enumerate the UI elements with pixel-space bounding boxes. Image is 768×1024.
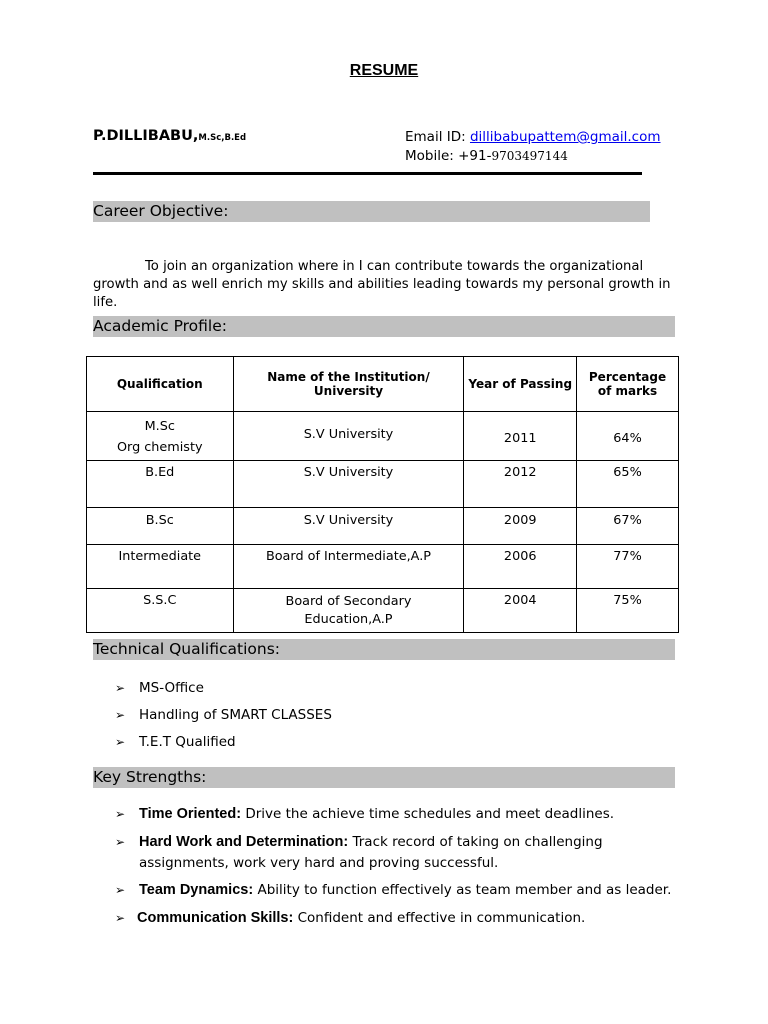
table-row bbox=[87, 461, 679, 508]
table-row bbox=[87, 412, 679, 461]
cell-institution: Board of Secondary Education,A.P bbox=[233, 589, 464, 633]
strength-text: Confident and effective in communication. bbox=[293, 910, 586, 926]
list-item bbox=[115, 734, 236, 750]
cell-year: 2009 bbox=[464, 508, 577, 545]
arrow-bullet-icon: ➢ bbox=[115, 807, 126, 821]
list-item-text: T.E.T Qualified bbox=[139, 734, 236, 750]
table-header-row bbox=[87, 357, 679, 412]
cell-year: 2011 bbox=[464, 412, 577, 461]
section-academic-profile: Academic Profile: bbox=[93, 316, 675, 337]
email-link[interactable]: dillibabupattem@gmail.com bbox=[469, 129, 661, 145]
list-item bbox=[115, 680, 204, 696]
arrow-bullet-icon: ➢ bbox=[115, 883, 126, 897]
arrow-bullet-icon: ➢ bbox=[115, 708, 126, 722]
resume-title: RESUME bbox=[349, 62, 419, 79]
cell-qualification bbox=[87, 412, 234, 461]
table-row bbox=[87, 545, 679, 589]
mobile-number: 9703497144 bbox=[491, 149, 568, 163]
arrow-bullet-icon: ➢ bbox=[115, 681, 126, 695]
candidate-name bbox=[93, 128, 246, 144]
list-item-text: Handling of SMART CLASSES bbox=[139, 707, 332, 723]
email-line bbox=[405, 129, 661, 145]
strength-text: Track record of taking on challenging assignments, work very hard and proving successful. bbox=[139, 834, 603, 871]
email-label: Email ID: bbox=[405, 129, 466, 145]
cell-percentage: 64% bbox=[577, 412, 679, 461]
list-item bbox=[115, 908, 675, 929]
col-year: Year of Passing bbox=[464, 357, 577, 412]
col-percentage: Percentage of marks bbox=[577, 357, 679, 412]
cell-institution: Board of Intermediate,A.P bbox=[233, 545, 464, 589]
cell-year: 2006 bbox=[464, 545, 577, 589]
section-key-strengths: Key Strengths: bbox=[93, 767, 675, 788]
cell-percentage: 65% bbox=[577, 461, 679, 508]
strength-label: Communication Skills: bbox=[137, 910, 294, 926]
cell-institution: S.V University bbox=[233, 508, 464, 545]
table-row bbox=[87, 508, 679, 545]
cell-percentage: 77% bbox=[577, 545, 679, 589]
name-text: P.DILLIBABU, bbox=[93, 128, 199, 144]
section-career-objective: Career Objective: bbox=[93, 201, 650, 222]
cell-percentage: 67% bbox=[577, 508, 679, 545]
list-item bbox=[115, 804, 675, 825]
qualification-subject: Org chemisty bbox=[116, 440, 203, 455]
cell-qualification: B.Ed bbox=[87, 461, 234, 508]
col-qualification: Qualification bbox=[87, 357, 234, 412]
mobile-line bbox=[405, 148, 568, 164]
strength-text: Ability to function effectively as team member and as leader. bbox=[253, 882, 672, 898]
list-item bbox=[115, 707, 332, 723]
list-item-text: MS-Office bbox=[139, 680, 204, 696]
cell-qualification: S.S.C bbox=[87, 589, 234, 633]
cell-year: 2012 bbox=[464, 461, 577, 508]
strength-label: Time Oriented: bbox=[139, 806, 242, 822]
arrow-bullet-icon: ➢ bbox=[115, 835, 126, 849]
cell-institution: S.V University bbox=[233, 412, 464, 461]
cell-percentage: 75% bbox=[577, 589, 679, 633]
header-divider bbox=[93, 172, 642, 175]
degrees-text: M.Sc,B.Ed bbox=[198, 133, 247, 143]
academic-table bbox=[86, 356, 679, 633]
career-objective-text: To join an organization where in I can contribute towards the organizational growth and as well enrich my skills and abilities leading towards my personal growth in life. bbox=[93, 259, 671, 310]
strength-text: Drive the achieve time schedules and meet deadlines. bbox=[241, 806, 615, 822]
strength-label: Hard Work and Determination: bbox=[139, 834, 349, 850]
col-institution: Name of the Institution/ University bbox=[233, 357, 464, 412]
arrow-bullet-icon: ➢ bbox=[115, 911, 126, 925]
mobile-label: Mobile: +91- bbox=[405, 148, 492, 164]
cell-year: 2004 bbox=[464, 589, 577, 633]
strength-label: Team Dynamics: bbox=[139, 882, 254, 898]
list-item bbox=[115, 832, 675, 871]
cell-institution: S.V University bbox=[233, 461, 464, 508]
arrow-bullet-icon: ➢ bbox=[115, 735, 126, 749]
cell-qualification: B.Sc bbox=[87, 508, 234, 545]
section-technical-qualifications: Technical Qualifications: bbox=[93, 639, 675, 660]
qualification-name: M.Sc bbox=[144, 419, 175, 434]
cell-qualification: Intermediate bbox=[87, 545, 234, 589]
table-row bbox=[87, 589, 679, 633]
list-item bbox=[115, 880, 675, 901]
